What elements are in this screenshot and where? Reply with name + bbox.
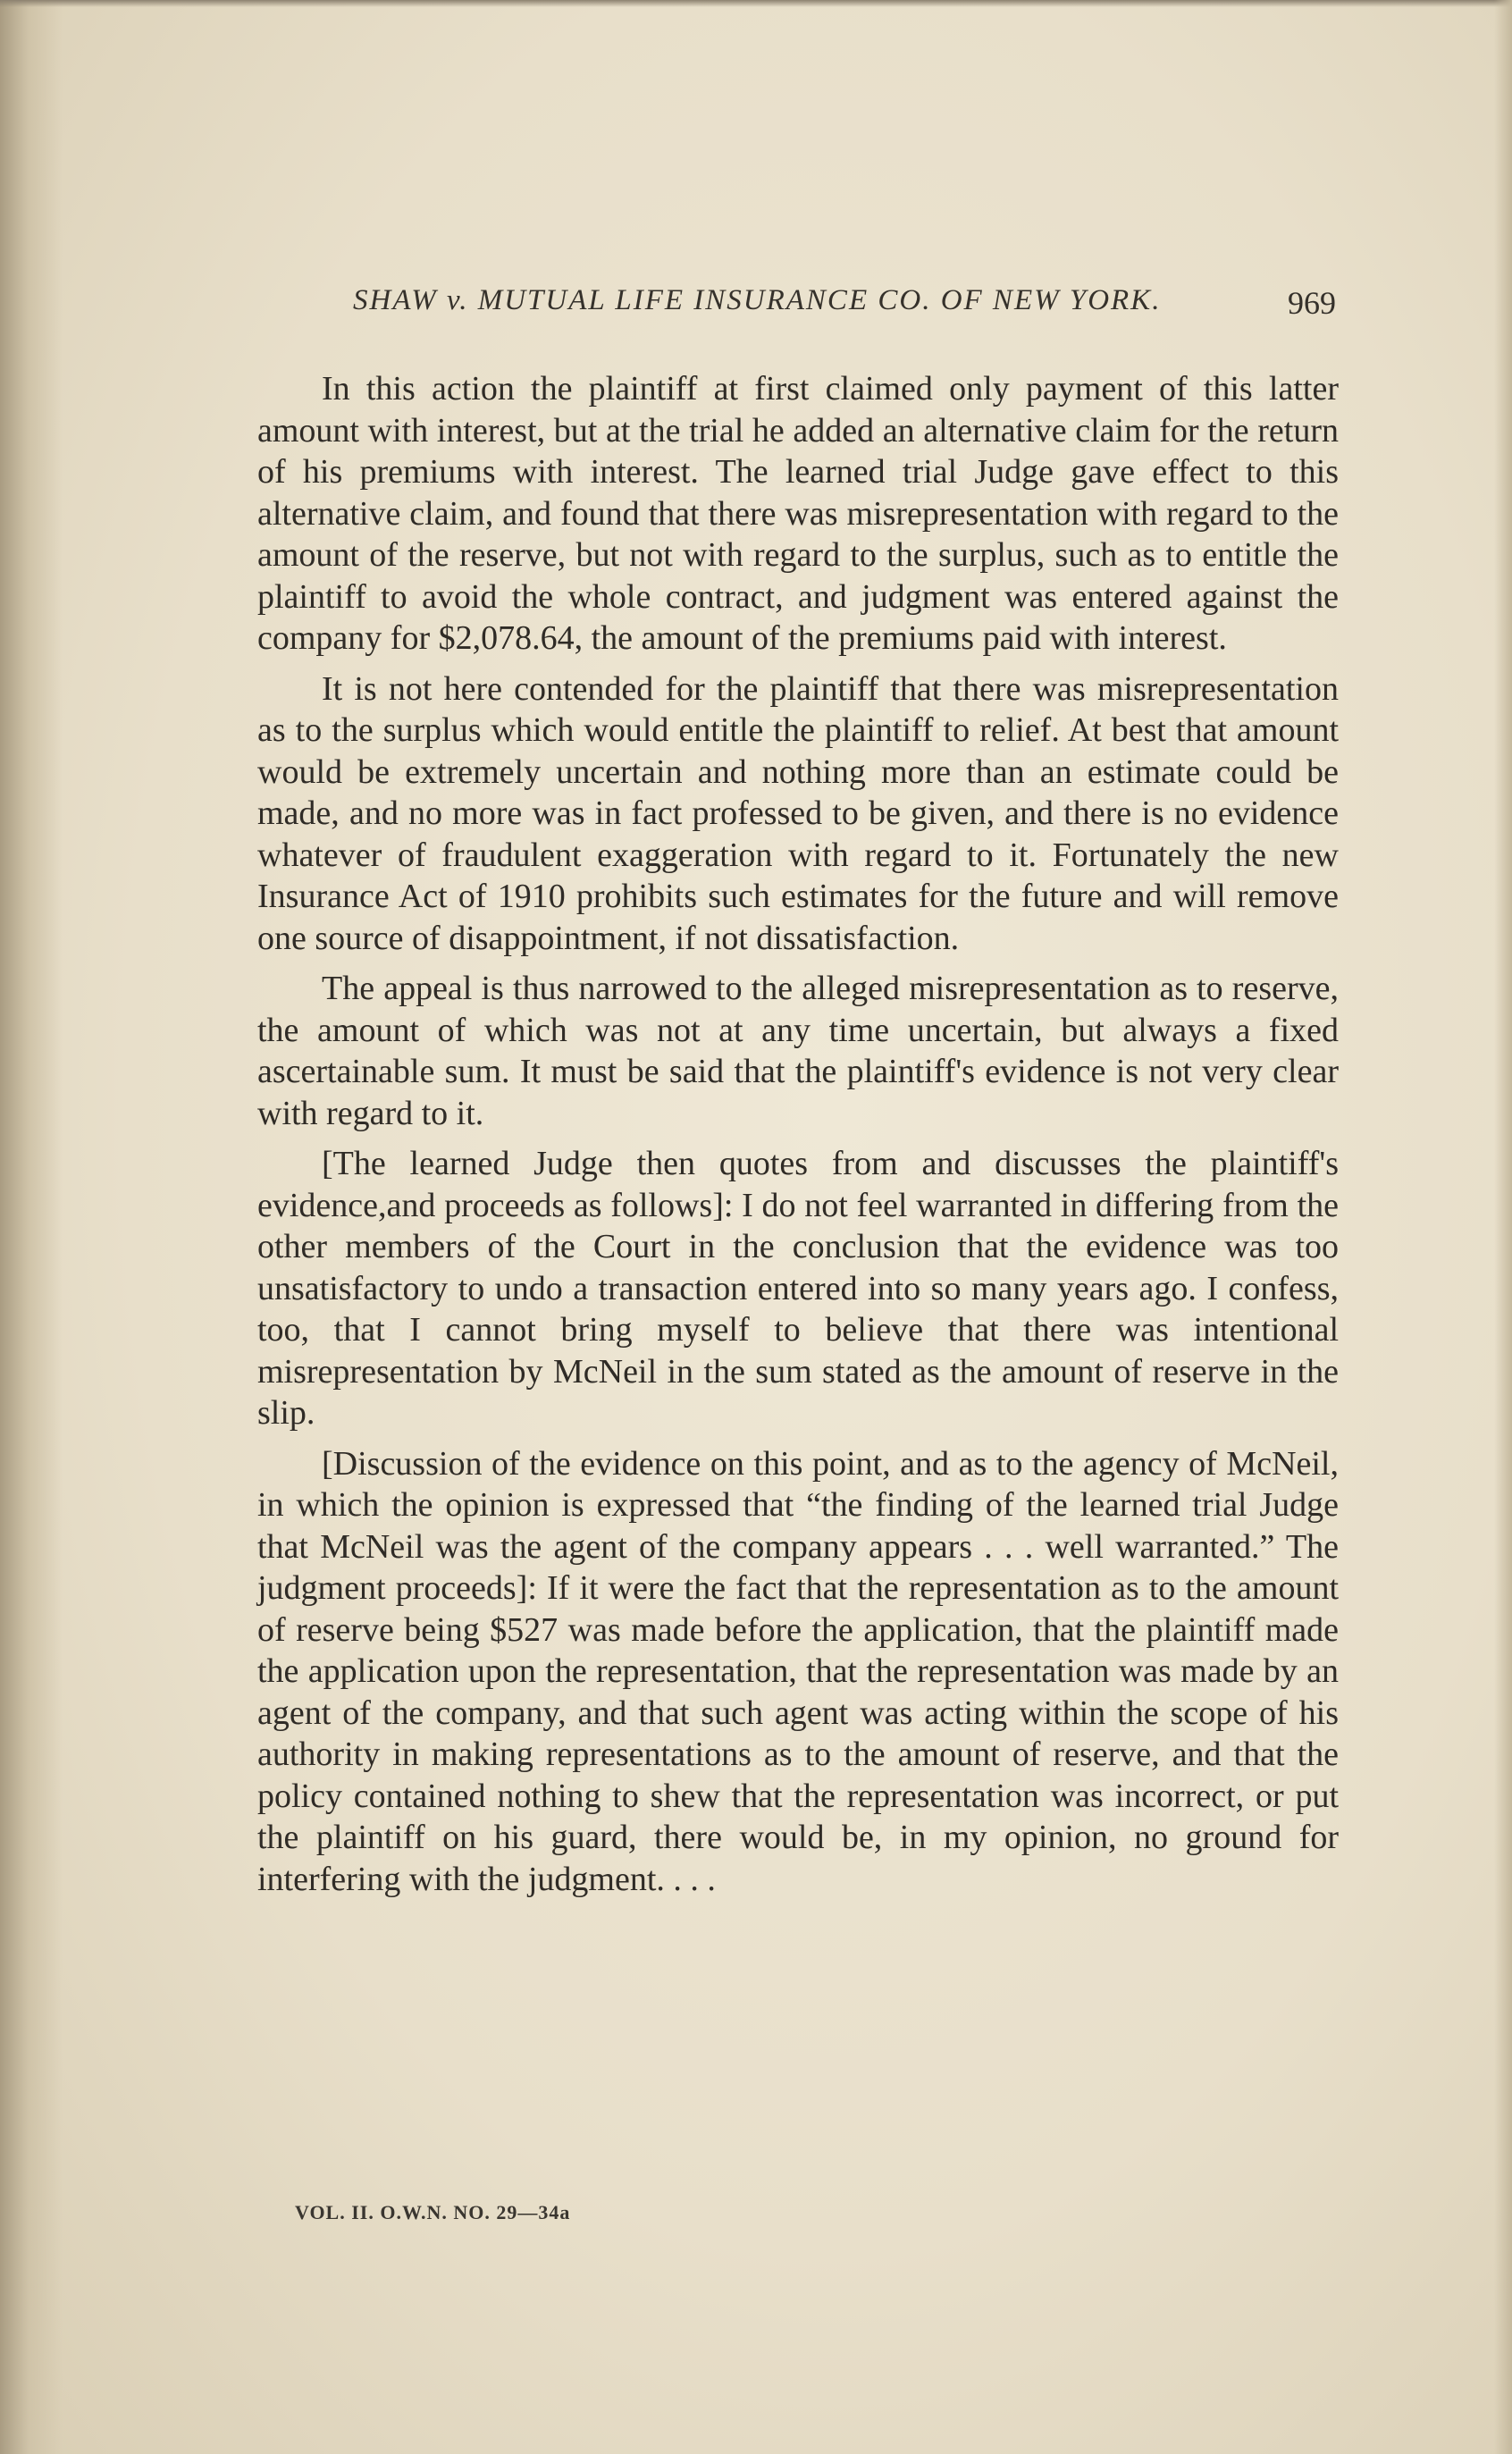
running-title: SHAW v. MUTUAL LIFE INSURANCE CO. OF NEW YORK. bbox=[353, 284, 1162, 316]
running-head bbox=[353, 284, 1336, 329]
paragraph-3: The appeal is thus narrowed to the alleged misrepresentation as to reserve, the amount of which was not at any time uncertain, but always a fixed ascertainable sum. It must be said that the plaintiff's evidence is not very clear with regard to it. bbox=[257, 970, 1339, 1132]
body-text bbox=[257, 368, 1339, 1909]
page-number: 969 bbox=[1288, 285, 1336, 321]
signature-mark: VOL. II. O.W.N. NO. 29—34a bbox=[295, 2201, 571, 2223]
page-gutter-shadow bbox=[0, 0, 63, 2454]
paragraph-5: [Discussion of the evidence on this point, and as to the agency of McNeil, in which the opinion is expressed that “the finding of the learned trial Judge that McNeil was the agent of the company appears . . . well warranted.” The judgment proceeds]: If it were the fact that the representation as to the amount of reserve being $527 was made before the application, that the plaintiff made the application upon the representation, that the representation was made by an agent of the company, and that such agent was acting within the scope of his authority in making representations as to the amount of reserve, and that the policy contained nothing to shew that the representation was incorrect, or put the plaintiff on his guard, there would be, in my opinion, no ground for interfering with the judgment. . . . bbox=[257, 1444, 1339, 1898]
paragraph-2: It is not here contended for the plaintiff that there was misrepresentation as to the surplus which would entitle the plaintiff to relief. At best that amount would be extremely uncertain and nothing more than an estimate could be made, and no more was in fact professed to be given, and there is no evidence whatever of fraudulent exaggeration with regard to it. Fortunately the new Insurance Act of 1910 prohibits such estimates for the future and will remove one source of disappointment, if not dissatisfaction. bbox=[257, 669, 1339, 957]
paragraph-1: In this action the plaintiff at first claimed only payment of this latter amount with interest, but at the trial he added an alternative claim for the return of his premiums with interest. The learned trial Judge gave effect to this alternative claim, and found that there was misrepresentation with regard to the amount of the reserve, but not with regard to the surplus, such as to entitle the plaintiff to avoid the whole contract, and judgment was entered against the company for $2,078.64, the amount of the premiums paid with interest. bbox=[257, 370, 1339, 657]
page-top-edge bbox=[0, 0, 1512, 7]
paragraph-4: [The learned Judge then quotes from and discusses the plaintiff's evidence,and proceeds as follows]: I do not feel warranted in differing from the other members of the Court in the conclusion that the evidence was too unsatisfactory to undo a transaction entered into so many years ago. I confess, too, that I cannot bring myself to believe that there was intentional misrepresentation by McNeil in the sum stated as the amount of reserve in the slip. bbox=[257, 1145, 1339, 1432]
page-right-edge bbox=[1494, 0, 1512, 2454]
